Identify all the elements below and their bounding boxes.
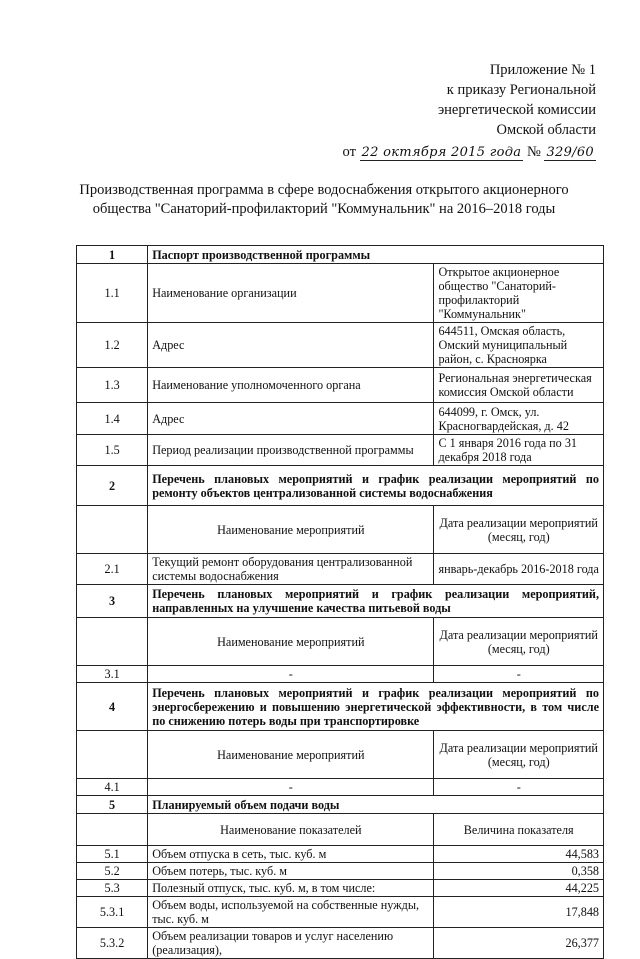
column-header-row <box>77 814 604 846</box>
row-value: 44,225 <box>434 880 604 897</box>
row-number: 3.1 <box>77 666 148 683</box>
production-program-table <box>76 245 604 959</box>
row-number: 1 <box>77 246 148 264</box>
section-title: Перечень плановых мероприятий и график реализации мероприятий по ремонту объектов централизованной системы водоснабжения <box>148 466 604 506</box>
row-name: Объем реализации товаров и услуг населению (реализация), <box>148 928 434 959</box>
row-number: 1.3 <box>77 368 148 403</box>
header-name: Наименование показателей <box>148 814 434 846</box>
table-row <box>77 880 604 897</box>
row-name: Объем отпуска в сеть, тыс. куб. м <box>148 846 434 863</box>
appendix-line-2: к приказу Региональной <box>446 82 596 98</box>
table-row <box>77 368 604 403</box>
row-number: 5.3.2 <box>77 928 148 959</box>
row-number: 4 <box>77 683 148 731</box>
section-3-row <box>77 585 604 618</box>
section-4-row <box>77 683 604 731</box>
header-date: Дата реализации мероприятий (месяц, год) <box>434 506 604 554</box>
table-row <box>77 897 604 928</box>
row-date: - <box>434 666 604 683</box>
row-name: - <box>148 666 434 683</box>
column-header-row <box>77 618 604 666</box>
row-name: Текущий ремонт оборудования централизованной системы водоснабжения <box>148 554 434 585</box>
row-number <box>77 814 148 846</box>
row-number: 4.1 <box>77 779 148 796</box>
column-header-row <box>77 731 604 779</box>
row-number: 5.1 <box>77 846 148 863</box>
table-row <box>77 323 604 368</box>
row-value: Региональная энергетическая комиссия Омской области <box>434 368 604 403</box>
row-value: 17,848 <box>434 897 604 928</box>
row-number: 1.2 <box>77 323 148 368</box>
row-number: 1.5 <box>77 435 148 466</box>
column-header-row <box>77 506 604 554</box>
row-name: Объем воды, используемой на собственные нужды, тыс. куб. м <box>148 897 434 928</box>
row-name: - <box>148 779 434 796</box>
appendix-header <box>336 60 596 163</box>
row-date: январь-декабрь 2016-2018 года <box>434 554 604 585</box>
section-5-row <box>77 796 604 814</box>
table-row <box>77 846 604 863</box>
row-number: 5.3.1 <box>77 897 148 928</box>
row-number: 3 <box>77 585 148 618</box>
order-reference <box>336 142 596 163</box>
header-name: Наименование мероприятий <box>148 618 434 666</box>
table-row <box>77 403 604 435</box>
document-title: Производственная программа в сфере водоснабжения открытого акционерного общества "Санаторий-профилакторий "Коммунальник" на 2016–2018 годы <box>79 182 569 217</box>
row-value: 26,377 <box>434 928 604 959</box>
section-1-row <box>77 246 604 264</box>
row-number: 5 <box>77 796 148 814</box>
section-title: Планируемый объем подачи воды <box>148 796 604 814</box>
row-number <box>77 731 148 779</box>
row-name: Объем потерь, тыс. куб. м <box>148 863 434 880</box>
row-value: 644099, г. Омск, ул. Красногвардейская, д. 42 <box>434 403 604 435</box>
section-title: Перечень плановых мероприятий и график реализации мероприятий по энергосбережению и повышению энергетической эффективности, в том числе по снижению потерь воды при транспортировке <box>148 683 604 731</box>
row-number: 1.4 <box>77 403 148 435</box>
table-row <box>77 435 604 466</box>
row-value: 44,583 <box>434 846 604 863</box>
appendix-line-1: Приложение № 1 <box>489 62 596 78</box>
section-title: Паспорт производственной программы <box>148 246 604 264</box>
row-number: 2.1 <box>77 554 148 585</box>
row-label: Наименование уполномоченного органа <box>148 368 434 403</box>
table-row <box>77 863 604 880</box>
header-date: Дата реализации мероприятий (месяц, год) <box>434 731 604 779</box>
row-value: С 1 января 2016 года по 31 декабря 2018 года <box>434 435 604 466</box>
table-row <box>77 779 604 796</box>
row-name: Полезный отпуск, тыс. куб. м, в том числе: <box>148 880 434 897</box>
row-value: 0,358 <box>434 863 604 880</box>
section-2-row <box>77 466 604 506</box>
order-date-handwritten: 22 октября 2015 года <box>361 145 522 160</box>
order-number-label: № <box>526 144 541 160</box>
row-date: - <box>434 779 604 796</box>
appendix-line-4: Омской области <box>496 122 596 138</box>
header-name: Наименование мероприятий <box>148 506 434 554</box>
row-number: 5.2 <box>77 863 148 880</box>
table-row <box>77 264 604 323</box>
row-label: Наименование организации <box>148 264 434 323</box>
row-label: Адрес <box>148 323 434 368</box>
order-prefix: от <box>342 144 356 160</box>
section-title: Перечень плановых мероприятий и график реализации мероприятий, направленных на улучшение качества питьевой воды <box>148 585 604 618</box>
table-row <box>77 554 604 585</box>
row-value: Открытое акционерное общество "Санаторий-профилакторий "Коммунальник" <box>434 264 604 323</box>
row-number <box>77 506 148 554</box>
row-number: 2 <box>77 466 148 506</box>
appendix-line-3: энергетической комиссии <box>437 102 596 118</box>
row-number: 5.3 <box>77 880 148 897</box>
row-label: Период реализации производственной программы <box>148 435 434 466</box>
table-row <box>77 666 604 683</box>
row-label: Адрес <box>148 403 434 435</box>
header-name: Наименование мероприятий <box>148 731 434 779</box>
order-number-handwritten: 329/60 <box>546 145 594 160</box>
header-date: Дата реализации мероприятий (месяц, год) <box>434 618 604 666</box>
row-value: 644511, Омская область, Омский муниципальный район, с. Красноярка <box>434 323 604 368</box>
row-number: 1.1 <box>77 264 148 323</box>
header-value: Величина показателя <box>434 814 604 846</box>
row-number <box>77 618 148 666</box>
table-row <box>77 928 604 959</box>
